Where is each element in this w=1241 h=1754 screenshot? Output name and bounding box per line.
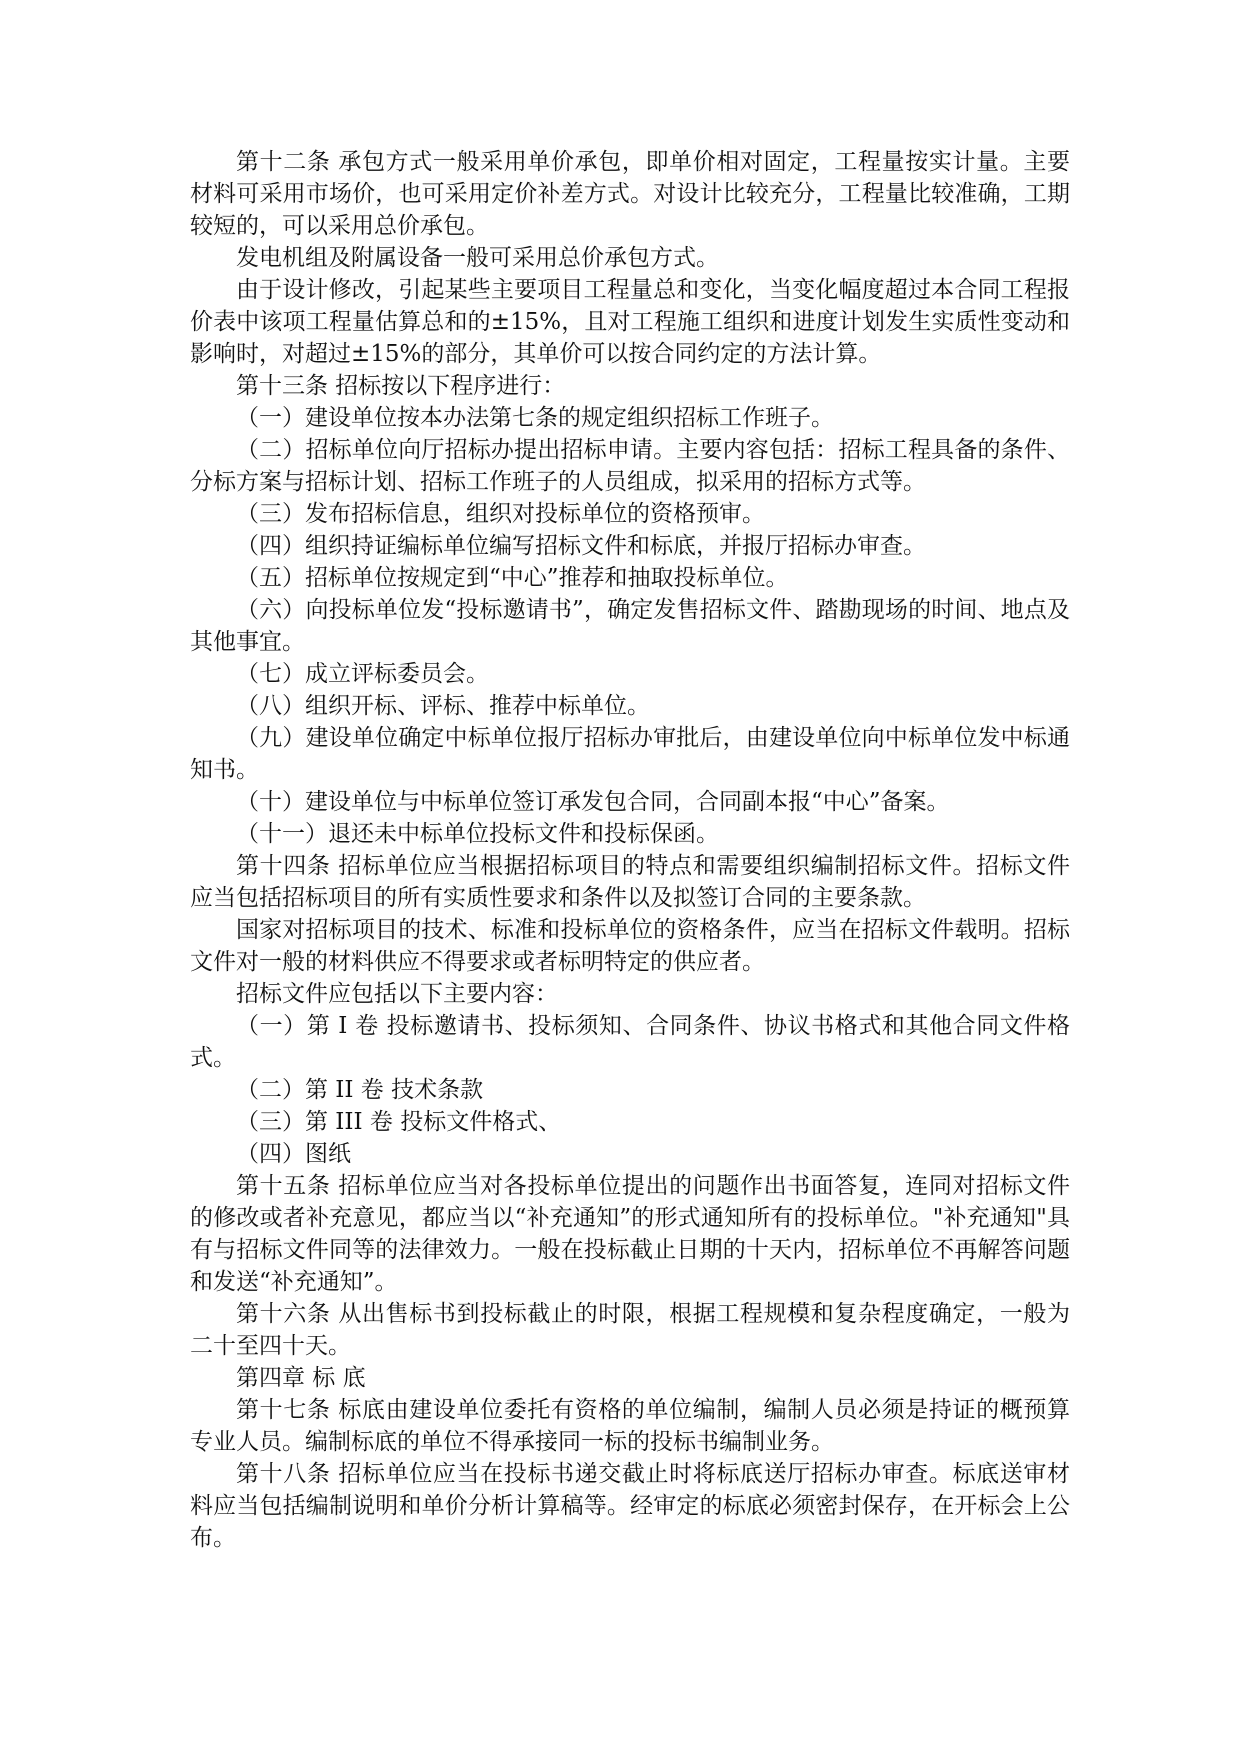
list-item-13-9: （九）建设单位确定中标单位报厅招标办审批后，由建设单位向中标单位发中标通知书。 [190, 725, 1070, 783]
document-body [190, 146, 1070, 1554]
list-item-13-11: （十一）退还未中标单位投标文件和投标保函。 [236, 821, 719, 847]
list-item-13-6: （六）向投标单位发“投标邀请书”，确定发售招标文件、踏勘现场的时间、地点及其他事宜。 [190, 597, 1070, 655]
paragraph-article-13: 第十三条 招标按以下程序进行： [236, 373, 566, 399]
chapter-heading-4: 第四章 标 底 [236, 1365, 366, 1391]
list-item-13-7: （七）成立评标委员会。 [236, 661, 489, 687]
list-item-13-10: （十）建设单位与中标单位签订承发包合同，合同副本报“中心”备案。 [236, 789, 950, 815]
paragraph-article-16: 第十六条 从出售标书到投标截止的时限，根据工程规模和复杂程度确定，一般为二十至四十天。 [190, 1301, 1070, 1359]
paragraph-article-17: 第十七条 标底由建设单位委托有资格的单位编制，编制人员必须是持证的概预算专业人员。编制标底的单位不得承接同一标的投标书编制业务。 [190, 1397, 1070, 1455]
list-item-13-3: （三）发布招标信息，组织对投标单位的资格预审。 [236, 501, 765, 527]
paragraph-generator-units: 发电机组及附属设备一般可采用总价承包方式。 [236, 245, 719, 271]
list-item-volume-2: （二）第 II 卷 技术条款 [236, 1077, 484, 1103]
paragraph-article-12: 第十二条 承包方式一般采用单价承包，即单价相对固定，工程量按实计量。主要材料可采用市场价，也可采用定价补差方式。对设计比较充分，工程量比较准确，工期较短的，可以采用总价承包。 [190, 149, 1070, 239]
list-item-13-8: （八）组织开标、评标、推荐中标单位。 [236, 693, 650, 719]
paragraph-national-requirements: 国家对招标项目的技术、标准和投标单位的资格条件，应当在招标文件载明。招标文件对一般的材料供应不得要求或者标明特定的供应者。 [190, 917, 1070, 975]
list-item-13-5: （五）招标单位按规定到“中心”推荐和抽取投标单位。 [236, 565, 789, 591]
paragraph-article-18: 第十八条 招标单位应当在投标书递交截止时将标底送厅招标办审查。标底送审材料应当包括编制说明和单价分析计算稿等。经审定的标底必须密封保存，在开标会上公布。 [190, 1461, 1070, 1551]
paragraph-article-14: 第十四条 招标单位应当根据招标项目的特点和需要组织编制招标文件。招标文件应当包括招标项目的所有实质性要求和条件以及拟签订合同的主要条款。 [190, 853, 1070, 911]
paragraph-article-15: 第十五条 招标单位应当对各投标单位提出的问题作出书面答复，连同对招标文件的修改或者补充意见，都应当以“补充通知”的形式通知所有的投标单位。"补充通知"具有与招标文件同等的法律效力。一般在投标截止日期的十天内，招标单位不再解答问题和发送“补充通知”。 [190, 1173, 1070, 1295]
list-item-13-2: （二）招标单位向厅招标办提出招标申请。主要内容包括：招标工程具备的条件、分标方案与招标计划、招标工作班子的人员组成，拟采用的招标方式等。 [190, 437, 1070, 495]
paragraph-design-change: 由于设计修改，引起某些主要项目工程量总和变化，当变化幅度超过本合同工程报价表中该项工程量估算总和的±15%，且对工程施工组织和进度计划发生实质性变动和影响时，对超过±15%的部分，其单价可以按合同约定的方法计算。 [190, 277, 1070, 367]
list-item-drawings: （四）图纸 [236, 1141, 351, 1167]
list-item-13-4: （四）组织持证编标单位编写招标文件和标底，并报厅招标办审查。 [236, 533, 926, 559]
list-item-volume-1: （一）第 I 卷 投标邀请书、投标须知、合同条件、协议书格式和其他合同文件格式。 [190, 1013, 1070, 1071]
list-item-volume-3: （三）第 III 卷 投标文件格式、 [236, 1109, 562, 1135]
list-item-13-1: （一）建设单位按本办法第七条的规定组织招标工作班子。 [236, 405, 834, 431]
paragraph-tender-contents: 招标文件应包括以下主要内容： [236, 981, 558, 1007]
